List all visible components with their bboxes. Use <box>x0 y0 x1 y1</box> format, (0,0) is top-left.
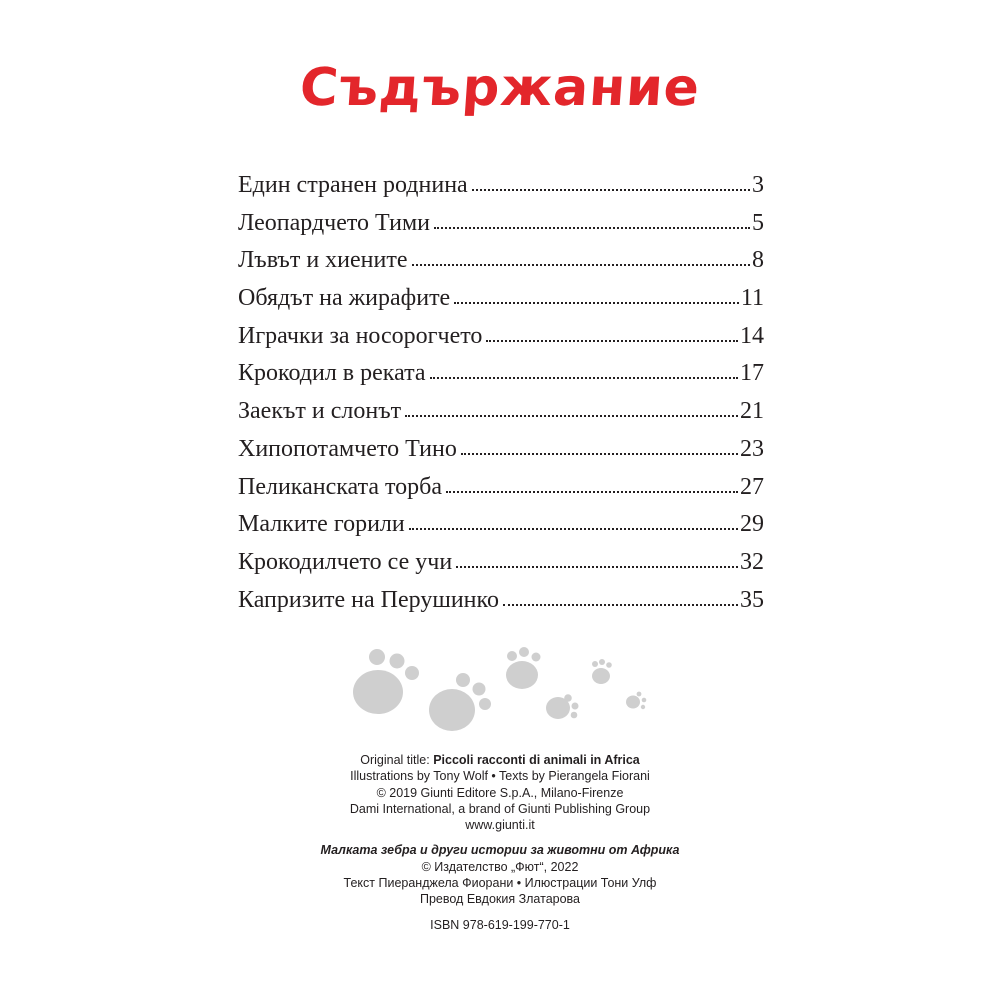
toc-item[interactable] <box>238 167 764 205</box>
authors-bulgarian: Текст Пиеранджела Фиорани • Илюстрации Тони Улф <box>343 876 657 891</box>
paw-prints-icon <box>340 640 660 740</box>
toc-item-page: 17 <box>740 360 764 387</box>
toc-item[interactable] <box>238 582 764 620</box>
paw-icon <box>429 673 491 731</box>
toc-dot-leader <box>412 264 751 266</box>
toc-item-page: 27 <box>740 473 764 500</box>
toc-dot-leader <box>456 566 738 568</box>
toc-item-page: 21 <box>740 398 764 425</box>
toc-dot-leader <box>503 604 738 606</box>
original-title-label: Original title: <box>360 753 430 767</box>
toc-item-title: Пеликанската торба <box>238 473 443 500</box>
toc-item[interactable] <box>238 469 764 507</box>
paw-icon <box>592 659 612 684</box>
toc-item-page: 3 <box>752 172 764 198</box>
toc-dot-leader <box>409 528 738 530</box>
publishing-credits <box>0 752 1000 933</box>
isbn: ISBN 978-619-199-770-1 <box>430 917 570 932</box>
toc-item[interactable] <box>238 506 764 544</box>
toc-item-title: Крокодилчето се учи <box>238 548 453 575</box>
toc-item[interactable] <box>238 355 764 393</box>
toc-item-title: Малките горили <box>238 511 405 538</box>
paw-icon <box>353 649 419 714</box>
bulgarian-title: Малката зебра и други истории за животни от Африка <box>320 843 680 858</box>
toc-item-page: 8 <box>752 247 764 274</box>
toc-item-title: Играчки за носорогчето <box>238 322 483 349</box>
toc-item-page: 14 <box>740 322 764 349</box>
toc-dot-leader <box>446 491 738 493</box>
toc-dot-leader <box>454 302 739 304</box>
copyright-bulgarian: © Издателство „Фют“, 2022 <box>421 859 579 874</box>
toc-item-page: 5 <box>752 209 764 236</box>
copyright-italian: © 2019 Giunti Editore S.p.A., Milano-Firenze <box>376 785 624 800</box>
paw-icon <box>546 694 579 719</box>
table-of-contents <box>238 167 764 619</box>
toc-item-title: Крокодил в реката <box>238 360 426 387</box>
toc-item-page: 32 <box>740 548 764 575</box>
toc-item-page: 23 <box>740 435 764 462</box>
paw-icon <box>506 647 541 689</box>
toc-dot-leader <box>405 415 738 417</box>
toc-item-title: Лъвът и хиените <box>238 247 408 274</box>
toc-item[interactable] <box>238 318 764 356</box>
toc-item-page: 29 <box>740 511 764 538</box>
toc-item[interactable] <box>238 280 764 318</box>
toc-dot-leader <box>486 340 738 342</box>
original-title: Piccoli racconti di animali in Africa <box>433 753 640 767</box>
toc-item-title: Един странен роднина <box>238 172 468 198</box>
toc-item[interactable] <box>238 393 764 431</box>
toc-item[interactable] <box>238 242 764 280</box>
toc-item[interactable] <box>238 431 764 469</box>
translation-credit: Превод Евдокия Златарова <box>419 892 581 907</box>
toc-item[interactable] <box>238 205 764 243</box>
toc-dot-leader <box>430 377 738 379</box>
toc-dot-leader <box>434 227 750 229</box>
toc-item[interactable] <box>238 544 764 582</box>
toc-item-title: Заекът и слонът <box>238 398 402 425</box>
toc-item-page: 11 <box>740 285 764 312</box>
toc-item-title: Обядът на жирафите <box>238 285 451 312</box>
illustrations-texts-credit: Illustrations by Tony Wolf • Texts by Pierangela Fiorani <box>350 769 650 784</box>
toc-item-title: Леопардчето Тими <box>238 209 430 236</box>
toc-item-title: Хипопотамчето Тино <box>238 435 457 462</box>
original-title-line <box>0 752 1000 768</box>
brand-line: Dami International, a brand of Giunti Publishing Group <box>349 801 651 816</box>
paw-icon <box>626 692 646 710</box>
toc-dot-leader <box>461 453 738 455</box>
toc-item-page: 35 <box>740 586 764 613</box>
toc-dot-leader <box>472 189 750 191</box>
toc-item-title: Капризите на Перушинко <box>238 586 499 613</box>
page-title: Съдържание <box>297 58 703 118</box>
website: www.giunti.it <box>465 818 535 833</box>
